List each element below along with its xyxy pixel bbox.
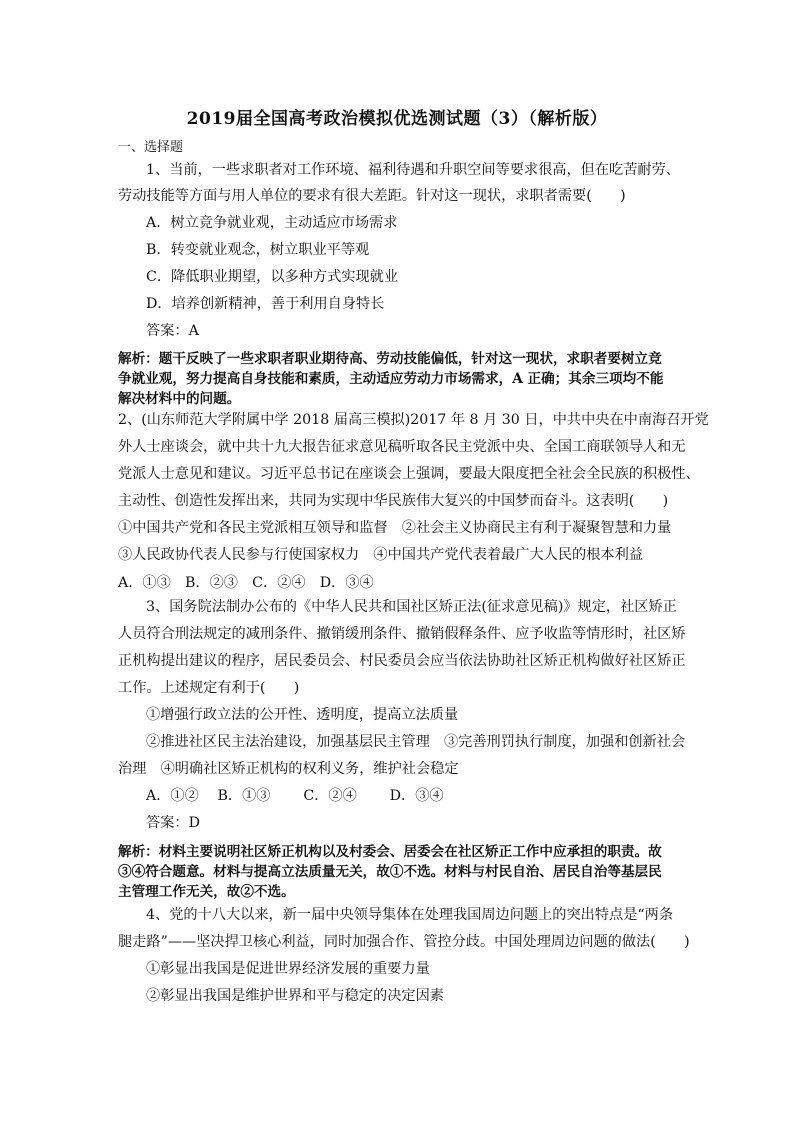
q4-stem-line-2: 腿走路”——坚决捍卫核心利益，同时加强合作、管控分歧。中国处理周边问题的做法( ) bbox=[118, 934, 690, 950]
q3-answer: 答案：D bbox=[146, 815, 200, 831]
q3-statement-2: ②推进社区民主法治建设，加强基层民主管理 ③完善刑罚执行制度，加强和创新社会 bbox=[146, 734, 686, 750]
q3-stem-line-1: 3、国务院法制办公布的《中华人民共和国社区矫正法(征求意见稿)》规定，社区矫正 bbox=[146, 599, 677, 615]
q1-option-a: A．树立竞争就业观，主动适应市场需求 bbox=[146, 215, 398, 231]
q4-statement-2: ②彰显出我国是维护世界和平与稳定的决定因素 bbox=[146, 988, 444, 1004]
q2-stem-line-2: 外人士座谈会，就中共十九大报告征求意见稿听取各民主党派中央、全国工商联领导人和无 bbox=[118, 439, 686, 455]
q1-option-b: B．转变就业观念，树立职业平等观 bbox=[146, 242, 370, 258]
q2-stem-line-4: 主动性、创造性发挥出来，共同为实现中华民族伟大复兴的中国梦而奋斗。这表明( ) bbox=[118, 493, 669, 509]
q1-option-d: D．培养创新精神，善于利用自身特长 bbox=[146, 296, 385, 312]
q3-statement-1: ①增强行政立法的公开性、透明度，提高立法质量 bbox=[146, 707, 459, 723]
q2-statements-line-2: ③人民政协代表人民参与行使国家权力 ④中国共产党代表着最广大人民的根本利益 bbox=[118, 547, 643, 563]
q3-stem-line-3: 正机构提出建议的程序，居民委员会、村民委员会应当依法协助社区矫正机构做好社区矫正 bbox=[118, 653, 686, 669]
q4-statement-1: ①彰显出我国是促进世界经济发展的重要力量 bbox=[146, 961, 430, 977]
q2-statements-line-1: ①中国共产党和各民主党派相互领导和监督 ②社会主义协商民主有利于凝聚智慧和力量 bbox=[118, 520, 672, 536]
document-title: 2019届全国高考政治模拟优选测试题（3）（解析版） bbox=[186, 109, 608, 129]
q2-stem-line-3: 党派人士意见和建议。习近平总书记在座谈会上强调，要最大限度把全社会全民族的积极性、 bbox=[118, 466, 700, 482]
q3-stem-line-2: 人员符合刑法规定的减刑条件、撤销缓刑条件、撤销假释条件、应予收监等情形时，社区矫 bbox=[118, 626, 686, 642]
q3-statement-3: 治理 ④明确社区矫正机构的权利义务，维护社会稳定 bbox=[118, 761, 459, 777]
q1-stem-line-1: 1、当前，一些求职者对工作环境、福利待遇和升职空间等要求很高，但在吃苦耐劳、 bbox=[146, 162, 680, 178]
q4-stem-line-1: 4、党的十八大以来，新一届中央领导集体在处理我国周边问题上的突出特点是“两条 bbox=[146, 907, 674, 923]
q1-option-c: C．降低职业期望，以多种方式实现就业 bbox=[146, 269, 399, 285]
q1-answer: 答案：A bbox=[146, 323, 199, 339]
section-heading: 一、选择题 bbox=[118, 140, 184, 155]
q3-explanation-line-1: 解析：材料主要说明社区矫正机构以及村委会、居委会在社区矫正工作中应承担的职责。故 bbox=[118, 844, 662, 860]
q3-explanation-line-3: 主管理工作无关，故②不选。 bbox=[118, 884, 295, 900]
q2-options: A．①③ B．②③ C．②④ D．③④ bbox=[118, 575, 374, 591]
q3-stem-line-4: 工作。上述规定有利于( ) bbox=[118, 680, 300, 696]
q1-explanation-line-2: 争就业观，努力提高自身技能和素质，主动适应劳动力市场需求，A 正确；其余三项均不能 bbox=[118, 371, 664, 387]
q1-stem-line-2: 劳动技能等方面与用人单位的要求有很大差距。针对这一现状，求职者需要( ) bbox=[118, 188, 626, 204]
q3-explanation-line-2: ③④符合题意。材料与提高立法质量无关，故①不选。材料与村民自治、居民自治等基层民 bbox=[118, 864, 662, 880]
q1-explanation-line-1: 解析：题干反映了一些求职者职业期待高、劳动技能偏低，针对这一现状，求职者要树立竞 bbox=[118, 351, 662, 367]
q1-explanation-line-3: 解决材料中的问题。 bbox=[118, 391, 241, 407]
q3-options: A．①② B．①③ C．②④ D．③④ bbox=[146, 788, 444, 804]
q2-stem-line-1: 2、(山东师范大学附属中学 2018 届高三模拟)2017 年 8 月 30 日，中共中央在中南海召开党 bbox=[118, 412, 709, 428]
